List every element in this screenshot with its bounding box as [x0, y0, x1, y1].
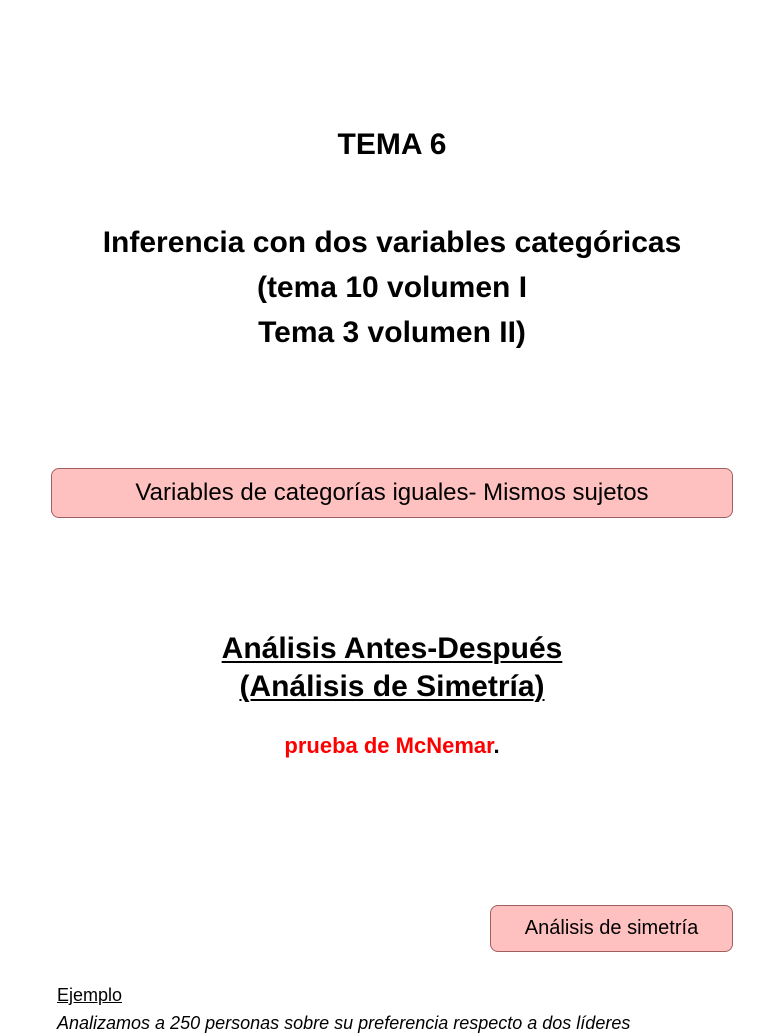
analysis-heading-line-2: (Análisis de Simetría) [239, 670, 545, 703]
slide-subtitle [0, 220, 768, 355]
mcnemar-test-link[interactable]: prueba de McNemar [284, 733, 494, 758]
test-line-suffix: . [493, 733, 500, 758]
analysis-heading-line-1: Análisis Antes-Después [221, 632, 563, 665]
categories-box-label: Variables de categorías iguales- Mismos sujetos [135, 479, 649, 506]
categories-box [51, 468, 733, 518]
example-label: Ejemplo [57, 985, 123, 1005]
example-intro-text: Analizamos a 250 personas sobre su preferencia respecto a dos líderes [57, 1013, 631, 1033]
simetria-box [490, 905, 733, 952]
subtitle-line-1: Inferencia con dos variables categóricas [102, 226, 682, 259]
subtitle-line-3: Tema 3 volumen II) [258, 316, 526, 349]
analysis-heading [0, 630, 768, 706]
test-line [0, 733, 768, 759]
slide-topic: TEMA 6 [337, 128, 447, 161]
subtitle-line-2: (tema 10 volumen I [256, 271, 528, 304]
simetria-box-label: Análisis de simetría [524, 917, 699, 939]
